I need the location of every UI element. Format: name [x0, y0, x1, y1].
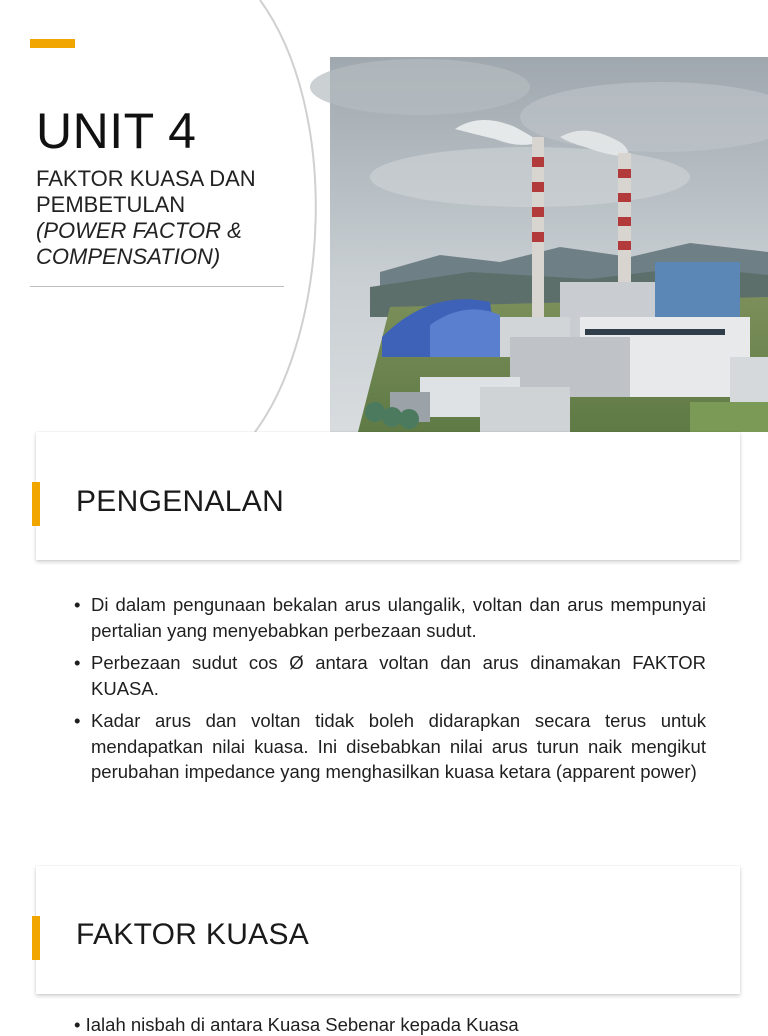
- bullet-dot: •: [74, 594, 81, 615]
- cutoff-bullet-text: • Ialah nisbah di antara Kuasa Sebenar kepada Kuasa: [74, 1014, 519, 1035]
- section-accent-bar: [32, 482, 40, 526]
- unit-title: UNIT 4: [36, 103, 197, 159]
- cutoff-bullet: [74, 1010, 714, 1035]
- subtitle-malay: FAKTOR KUASA DAN PEMBETULAN: [36, 166, 256, 217]
- bullet-text: Perbezaan sudut cos Ø antara voltan dan arus dinamakan FAKTOR KUASA.: [91, 652, 706, 699]
- bullet-item: [74, 708, 706, 785]
- bullet-dot: •: [74, 710, 81, 731]
- bullet-text: Kadar arus dan voltan tidak boleh didarapkan secara terus untuk mendapatkan nilai kuasa. Ini disebabkan nilai arus turun naik mengikut perubahan impedance yang menghasilkan kuasa ketara (apparent power): [91, 710, 706, 782]
- unit-subtitle: [36, 166, 306, 270]
- title-slide: [0, 0, 768, 432]
- bullet-item: [74, 650, 706, 701]
- section-header-intro: [36, 432, 740, 560]
- section-title: FAKTOR KUASA: [76, 918, 310, 951]
- subtitle-english: (POWER FACTOR & COMPENSATION): [36, 218, 242, 269]
- section-title: PENGENALAN: [76, 485, 285, 518]
- bullet-text: Di dalam pengunaan bekalan arus ulangalik, voltan dan arus mempunyai pertalian yang menyebabkan perbezaan sudut.: [91, 594, 706, 641]
- section-header-power-factor: [36, 866, 740, 994]
- intro-bullet-list: [74, 592, 706, 792]
- title-divider: [30, 286, 284, 287]
- accent-bar: [30, 39, 75, 48]
- section-accent-bar: [32, 916, 40, 960]
- bullet-item: [74, 592, 706, 643]
- bullet-dot: •: [74, 652, 81, 673]
